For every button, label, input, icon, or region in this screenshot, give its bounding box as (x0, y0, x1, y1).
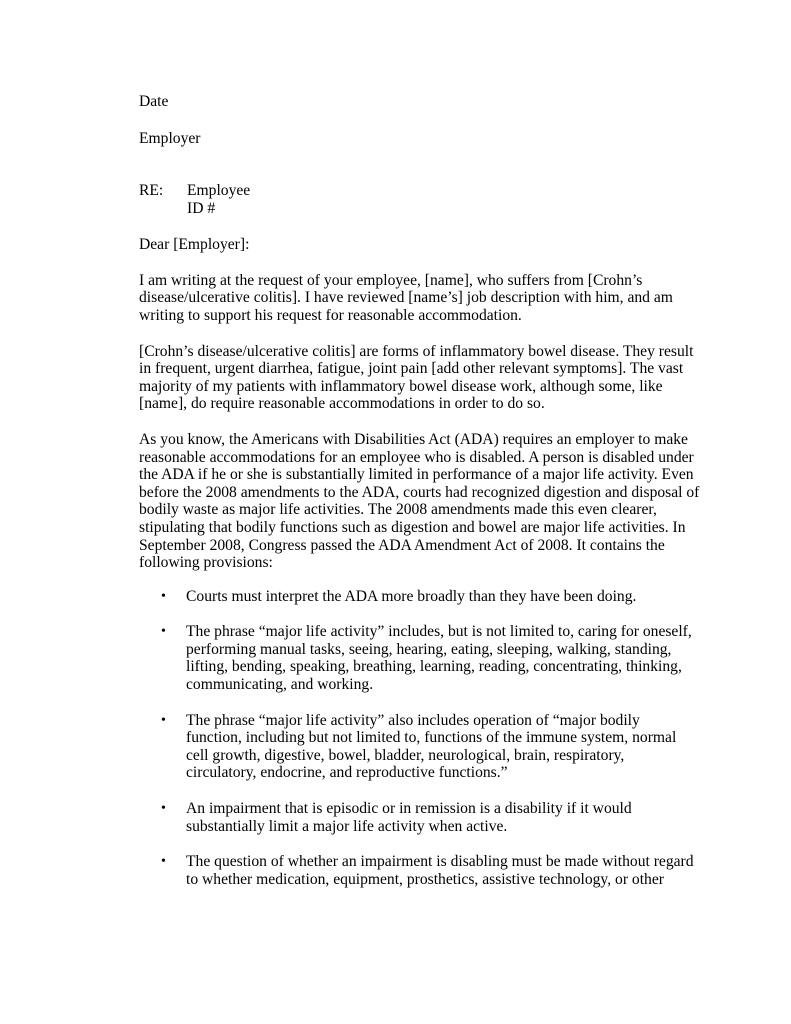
paragraph-line: the ADA if he or she is substantially limited in performance of a major life activity. Even (139, 466, 694, 484)
re-employee: Employee (187, 182, 251, 200)
list-item-line: circulatory, endocrine, and reproductive functions.” (186, 764, 508, 782)
paragraph-line: stipulating that bodily functions such as digestion and bowel are major life activities. In (139, 518, 686, 536)
list-item-line: The question of whether an impairment is disabling must be made without regard (186, 853, 694, 871)
re-id: ID # (187, 199, 216, 217)
paragraph-line: majority of my patients with inflammatory bowel disease work, although some, like (139, 377, 663, 395)
list-item-line: to whether medication, equipment, prosthetics, assistive technology, or other (186, 870, 664, 888)
re-label: RE: (139, 182, 164, 200)
paragraph-disease (139, 343, 709, 413)
paragraph-line: bodily waste as major life activities. The 2008 amendments made this even clearer, (139, 501, 657, 519)
provisions-list (139, 588, 709, 889)
paragraph-line: before the 2008 amendments to the ADA, courts had recognized digestion and disposal of (139, 483, 700, 501)
bullet-icon: • (161, 801, 166, 817)
paragraph-line: writing to support his request for reasonable accommodation. (139, 306, 522, 324)
list-item-line: performing manual tasks, seeing, hearing, eating, sleeping, walking, standing, (186, 640, 672, 658)
list-item (139, 800, 709, 835)
list-item (139, 712, 709, 782)
list-item-line: The phrase “major life activity” includes, but is not limited to, caring for oneself, (186, 623, 692, 641)
re-block (139, 182, 709, 218)
paragraph-line: I am writing at the request of your employee, [name], who suffers from [Crohn’s (139, 271, 643, 289)
list-item-line: Courts must interpret the ADA more broadly than they have been doing. (186, 587, 637, 605)
paragraph-line: [name], do require reasonable accommodations in order to do so. (139, 395, 545, 413)
salutation: Dear [Employer]: (139, 236, 250, 254)
paragraph-line: following provisions: (139, 554, 273, 572)
paragraph-line: in frequent, urgent diarrhea, fatigue, joint pain [add other relevant symptoms]. The vast (139, 360, 684, 378)
list-item-line: An impairment that is episodic or in remission is a disability if it would (186, 800, 632, 818)
list-item-line: lifting, bending, speaking, breathing, learning, reading, concentrating, thinking, (186, 658, 682, 676)
paragraph-line: disease/ulcerative colitis]. I have reviewed [name’s] job description with him, and am (139, 289, 673, 307)
list-item (139, 588, 709, 606)
employer-line: Employer (139, 129, 201, 147)
list-item-line: function, including but not limited to, functions of the immune system, normal (186, 729, 677, 747)
re-lines (187, 182, 250, 217)
paragraph-line: reasonable accommodations for an employee who is disabled. A person is disabled under (139, 448, 694, 466)
paragraph-line: September 2008, Congress passed the ADA Amendment Act of 2008. It contains the (139, 536, 665, 554)
paragraph-request (139, 272, 709, 325)
list-item-line: substantially limit a major life activity when active. (186, 817, 508, 835)
bullet-icon: • (161, 712, 166, 728)
list-item-line: cell growth, digestive, bowel, bladder, neurological, brain, respiratory, (186, 746, 625, 764)
list-item (139, 623, 709, 693)
paragraph-ada (139, 431, 709, 572)
paragraph-line: As you know, the Americans with Disabilities Act (ADA) requires an employer to make (139, 430, 688, 448)
date-line: Date (139, 93, 169, 110)
bullet-icon: • (161, 854, 166, 870)
list-item (139, 853, 709, 888)
letter-page (139, 93, 709, 906)
bullet-icon: • (161, 588, 166, 604)
bullet-icon: • (161, 624, 166, 640)
paragraph-line: [Crohn’s disease/ulcerative colitis] are forms of inflammatory bowel disease. They result (139, 342, 694, 360)
list-item-line: The phrase “major life activity” also includes operation of “major bodily (186, 711, 640, 729)
list-item-line: communicating, and working. (186, 676, 374, 694)
